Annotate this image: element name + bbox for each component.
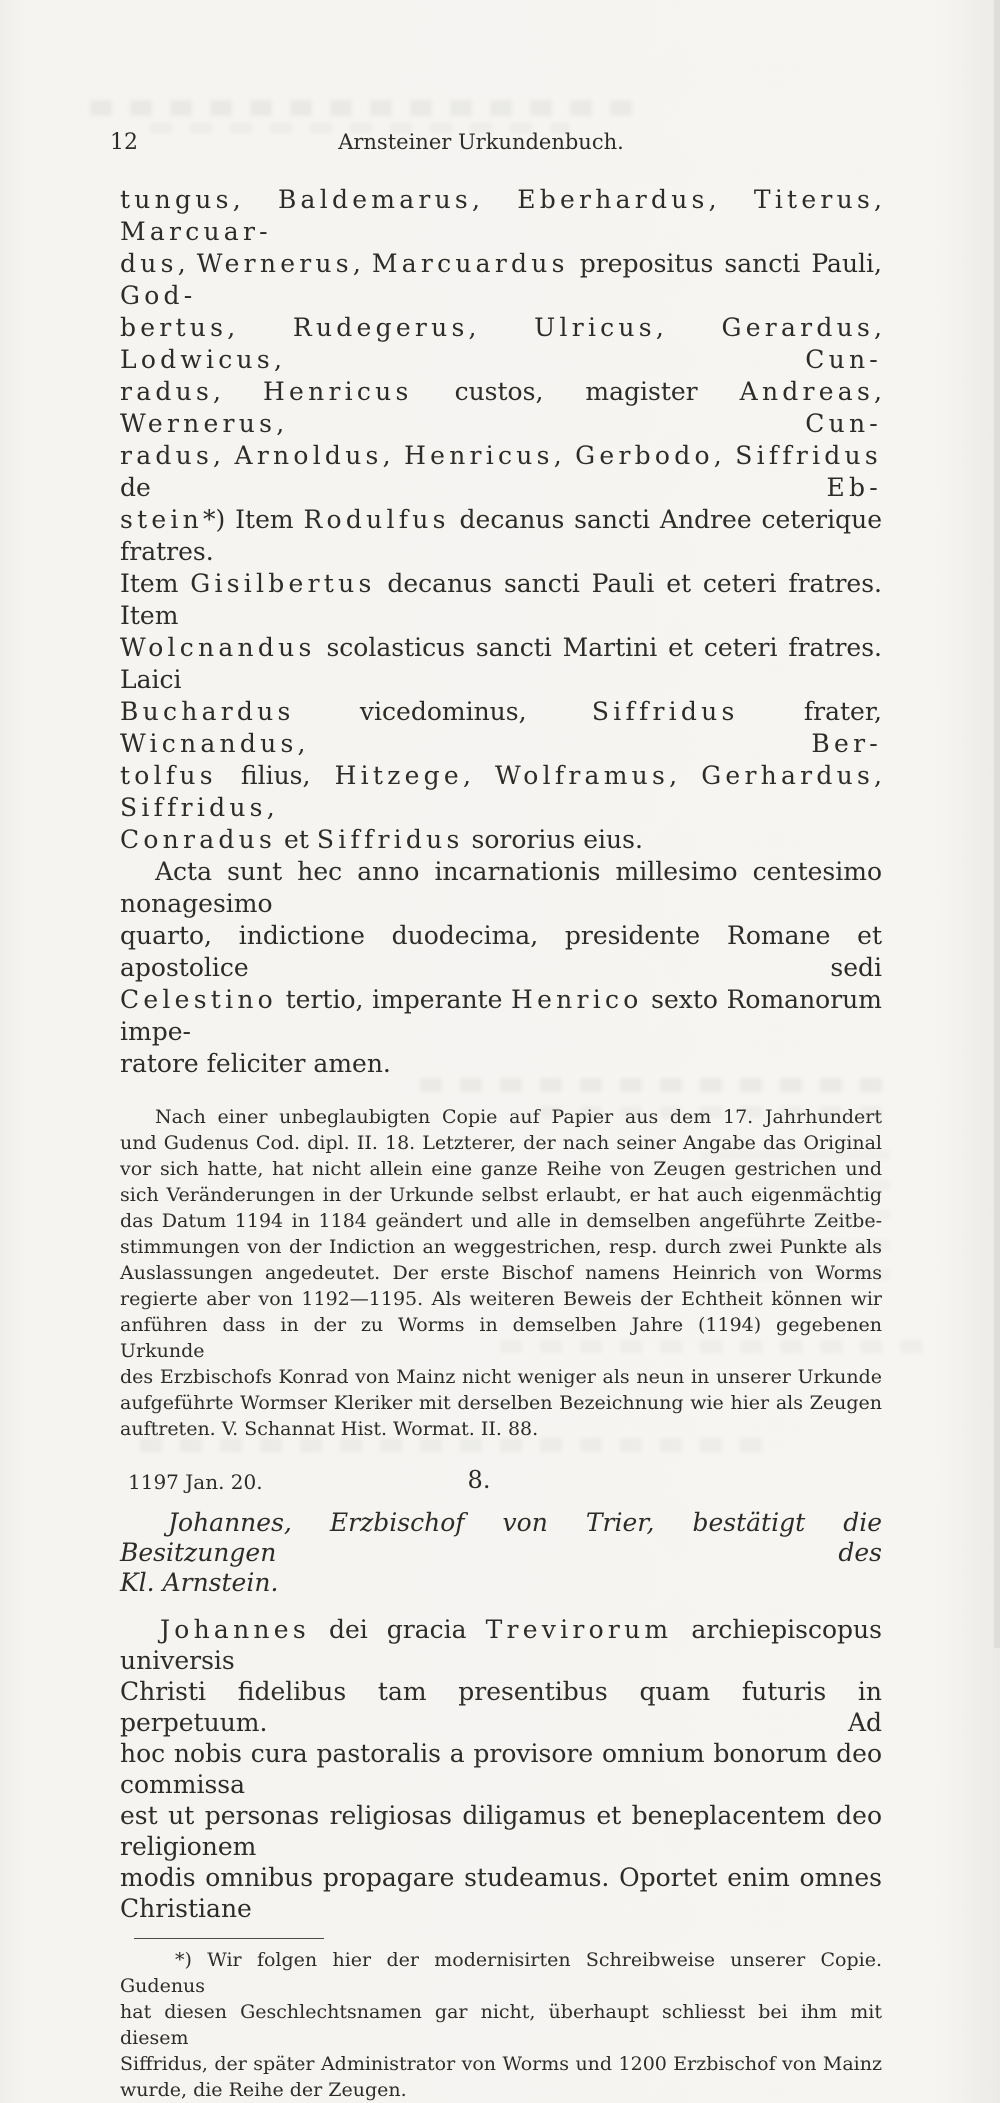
- text-line: Auslassungen angedeutet. Der erste Bischof namens Heinrich von Worms: [120, 1262, 882, 1284]
- text-line: Wolcnandus scolasticus sancti Martini et ceteri fratres. Laici: [120, 633, 882, 694]
- charter-entry-heading: [120, 1466, 882, 1496]
- source-commentary-paragraph: [120, 1104, 882, 1442]
- page-number: 12: [110, 130, 138, 155]
- running-title: Arnsteiner Urkundenbuch.: [338, 130, 624, 154]
- text-line: Siffridus, der später Administrator von Worms und 1200 Erzbischof von Mainz: [120, 2053, 882, 2075]
- text-line: Christi fidelibus tam presentibus quam futuris in perpetuum. Ad: [120, 1677, 882, 1737]
- footnote-paragraph: [120, 1947, 882, 2103]
- text-line: hat diesen Geschlechtsnamen gar nicht, überhaupt schliesst bei ihm mit diesem: [120, 2001, 882, 2049]
- text-line: radus, Henricus custos, magister Andreas, Wernerus, Cun-: [120, 377, 882, 438]
- text-line: modis omnibus propagare studeamus. Oportet enim omnes Christiane: [120, 1863, 882, 1923]
- text-line: Buchardus vicedominus, Siffridus frater, Wicnandus, Ber-: [120, 697, 882, 758]
- text-line: aufgeführte Wormser Kleriker mit derselben Bezeichnung wie hier als Zeugen: [120, 1392, 882, 1414]
- text-line: hoc nobis cura pastoralis a provisore omnium bonorum deo commissa: [120, 1739, 882, 1799]
- text-line: *) Wir folgen hier der modernisirten Schreibweise unserer Copie. Gudenus: [120, 1949, 882, 1997]
- page-edge-shadow: [994, 0, 1000, 1648]
- charter-number: 8.: [467, 1466, 491, 1494]
- witness-list-paragraph: [120, 184, 882, 856]
- footnote-separator-rule: [134, 1938, 324, 1939]
- text-line: vor sich hatte, hat nicht allein eine ganze Reihe von Zeugen gestrichen und: [120, 1158, 882, 1180]
- dating-clause-paragraph: [120, 856, 882, 1080]
- text-line: regierte aber von 1192—1195. Als weiteren Beweis der Echtheit können wir: [120, 1288, 882, 1310]
- text-line: tolfus filius, Hitzege, Wolframus, Gerhardus, Siffridus,: [120, 761, 882, 822]
- charter-regest: [120, 1508, 882, 1598]
- text-line: Acta sunt hec anno incarnationis millesimo centesimo nonagesimo: [120, 857, 882, 918]
- page-header: [110, 130, 882, 158]
- text-line: Nach einer unbeglaubigten Copie auf Papier aus dem 17. Jahrhundert: [155, 1106, 882, 1128]
- text-line: stimmungen von der Indiction an weggestrichen, resp. durch zwei Punkte als: [120, 1236, 882, 1258]
- text-line: anführen dass in der zu Worms in demselben Jahre (1194) gegebenen Urkunde: [120, 1314, 882, 1362]
- text-line: Kl. Arnstein.: [120, 1568, 279, 1597]
- text-line: dus, Wernerus, Marcuardus prepositus sancti Pauli, God-: [120, 249, 882, 310]
- text-line: Johannes dei gracia Trevirorum archiepiscopus universis: [120, 1615, 882, 1675]
- text-line: bertus, Rudegerus, Ulricus, Gerardus, Lodwicus, Cun-: [120, 313, 882, 374]
- text-line: wurde, die Reihe der Zeugen.: [120, 2079, 407, 2101]
- text-line: Johannes, Erzbischof von Trier, bestätigt die Besitzungen des: [120, 1508, 882, 1567]
- text-line: auftreten. V. Schannat Hist. Wormat. II. 88.: [120, 1418, 539, 1440]
- text-line: des Erzbischofs Konrad von Mainz nicht weniger als neun in unserer Urkunde: [120, 1366, 882, 1388]
- text-line: radus, Arnoldus, Henricus, Gerbodo, Siffridus de Eb-: [120, 441, 882, 502]
- text-column: [110, 0, 882, 2103]
- text-line: stein*) Item Rodulfus decanus sancti Andree ceterique fratres.: [120, 505, 882, 566]
- text-line: Conradus et Siffridus sororius eius.: [120, 825, 643, 854]
- charter-text-paragraph: [120, 1614, 882, 1924]
- text-line: ratore feliciter amen.: [120, 1049, 391, 1078]
- text-line: est ut personas religiosas diligamus et beneplacentem deo religionem: [120, 1801, 882, 1861]
- text-line: das Datum 1194 in 1184 geändert und alle in demselben angeführte Zeitbe-: [120, 1210, 882, 1232]
- text-line: quarto, indictione duodecima, presidente Romane et apostolice sedi: [120, 921, 882, 982]
- text-line: Celestino tertio, imperante Henrico sexto Romanorum impe-: [120, 985, 882, 1046]
- text-line: tungus, Baldemarus, Eberhardus, Titerus, Marcuar-: [120, 185, 882, 246]
- text-line: Item Gisilbertus decanus sancti Pauli et ceteri fratres. Item: [120, 569, 882, 630]
- text-line: sich Veränderungen in der Urkunde selbst erlaubt, er hat auch eigenmächtig: [120, 1184, 882, 1206]
- text-line: und Gudenus Cod. dipl. II. 18. Letzterer, der nach seiner Angabe das Original: [120, 1132, 882, 1154]
- charter-date: 1197 Jan. 20.: [128, 1470, 263, 1494]
